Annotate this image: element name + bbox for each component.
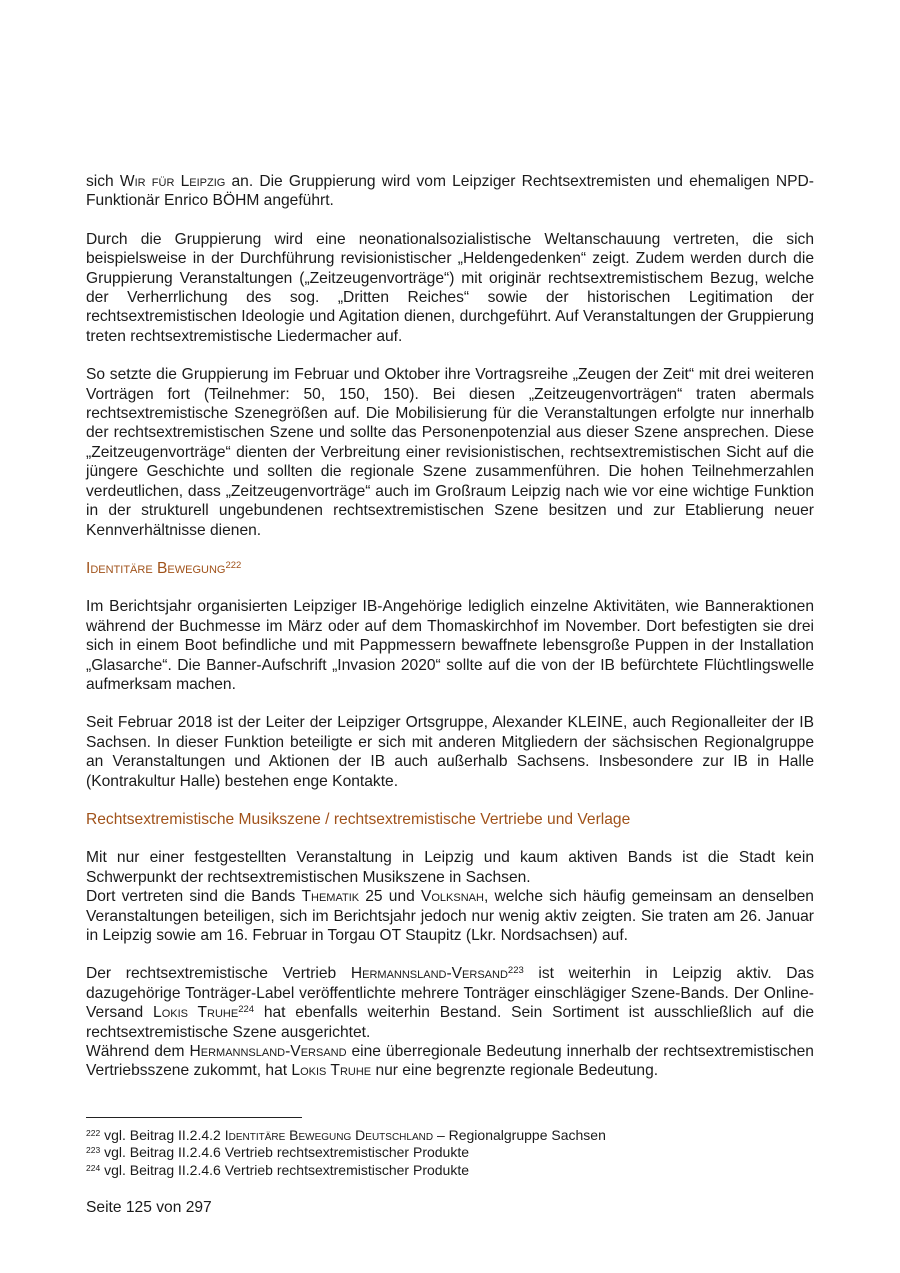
group-name: Wir für Leipzig <box>119 173 226 190</box>
footnote: $^{222}$ vgl. Beitrag II.2.4.2 Identitäre Bewegung Deutschland – Regionalgruppe Sachsen <box>86 1127 606 1143</box>
footnote: $^{223}$ vgl. Beitrag II.2.4.6 Vertrieb rechtsextremistischer Produkte <box>86 1144 470 1161</box>
band-name: Thematik 25 <box>301 888 383 906</box>
paragraph-ib-sachsen: Seit Februar 2018 ist der Leiter der Leipziger Ortsgruppe, Alexander KLEINE, auch Regionalleiter der IB Sachsen. In dieser Funktion beteiligte er sich mit anderen Mitgliedern der sächsischen Regionalgruppe an Veranstaltungen und Aktionen der IB auch außerhalb Sachsens. Insbesondere zur IB in Halle (Kontrakultur Halle) bestehen enge Kontakte. <box>86 714 814 790</box>
paragraph-vertrieb: Der rechtsextremistische Vertrieb Hermannsland-Versand$^{223}$ ist weiterhin in Leipzig aktiv. Das dazugehörige Tonträger-Label veröffentlichte mehrere Tonträger einschlägiger Szene-Bands. Der Online-Versand Lokis Truhe$^{224}$ hat ebenfalls weiterhin Bestand. Sein Sortiment ist ausschließlich auf die rechtsextremistische Szene ausgerichtet. <box>86 965 815 1041</box>
document-body <box>86 172 814 1100</box>
footnote: $^{224}$ vgl. Beitrag II.2.4.6 Vertrieb rechtsextremistischer Produkte <box>86 1161 470 1178</box>
paragraph-wir-fuer-leipzig: sich Wir für Leipzig an. Die Gruppierung wird vom Leipziger Rechtsextremisten und ehemaligen NPD-Funktionär Enrico BÖHM angeführt. <box>86 173 814 210</box>
page-number: Seite 125 von 297 <box>86 1199 212 1216</box>
vendor-name: Hermannsland-Versand <box>350 965 508 983</box>
section-heading-musikszene: Rechtsextremistische Musikszene / rechtsextremistische Vertriebe und Verlage <box>86 810 631 828</box>
paragraph-zeugen-der-zeit: So setzte die Gruppierung im Februar und Oktober ihre Vortragsreihe „Zeugen der Zeit“ mit drei weiteren Vorträgen fort (Teilnehmer: 50, 150, 150). Bei diesen „Zeitzeugenvorträgen“ traten abermals rechtsextremistische Szenegrößen auf. Die Mobilisierung für die Veranstaltungen erfolgte nur innerhalb der rechtsextremistischen Szene und sollte das Personenpotenzial aus dieser Szene ansprechen. Diese „Zeitzeugenvorträge“ dienten der Verbreitung einer revisionistischen, rechtsextremistischen Sicht auf die jüngere Geschichte und sollten die regionale Szene zusammenführen. Die hohen Teilnehmerzahlen verdeutlichen, dass „Zeitzeugenvorträge“ auch im Großraum Leipzig nach wie vor eine wichtige Funktion in der strukturell ungebundenen rechtsextremistischen Szene besitzen und zur Etablierung neuer Kennverhältnisse dienen. <box>86 366 814 539</box>
footnote-divider <box>86 1117 302 1118</box>
paragraph-musikszene: Mit nur einer festgestellten Veranstaltung in Leipzig und kaum aktiven Bands ist die Stadt kein Schwerpunkt der rechtsextremistischen Musikszene in Sachsen. <box>86 849 814 886</box>
footnotes <box>86 1117 814 1179</box>
vendor-name: Lokis Truhe <box>291 1062 372 1080</box>
band-name: Volksnah <box>420 888 484 906</box>
paragraph-weltanschauung: Durch die Gruppierung wird eine neonationalsozialistische Weltanschauung vertreten, die sich beispielsweise in der Durchführung revisionistischer „Heldengedenken“ zeigt. Zudem werden durch die Gruppierung Veranstaltungen („Zeitzeugenvorträge“) mit originär rechtsextremistischem Bezug, welche der Verherrlichung des sog. „Dritten Reiches“ sowie der historischen Legitimation der rechtsextremistischen Ideologie und Agitation dienen, durchgeführt. Auf Veranstaltungen der Gruppierung treten rechtsextremistische Liedermacher auf. <box>86 230 814 345</box>
paragraph-bedeutung: Während dem Hermannsland-Versand eine überregionale Bedeutung innerhalb der rechtsextremistischen Vertriebsszene zukommt, hat Lokis Truhe nur eine begrenzte regionale Bedeutung. <box>86 1043 814 1080</box>
paragraph-bands: Dort vertreten sind die Bands Thematik 25 und Volksnah, welche sich häufig gemeinsam an denselben Veranstaltungen beteiligen, sich im Berichtsjahr jedoch nur wenig aktiv zeigten. Sie traten am 26. Januar in Leipzig sowie am 16. Februar in Torgau OT Staupitz (Lkr. Nordsachsen) auf. <box>86 888 814 944</box>
footnote-ref: 222 <box>225 559 242 571</box>
vendor-name: Lokis Truhe <box>153 1004 239 1022</box>
footnote-ref: 223 <box>507 965 524 977</box>
paragraph-ib-aktivitaeten: Im Berichtsjahr organisierten Leipziger IB-Angehörige lediglich einzelne Aktivitäten, wie Banneraktionen während der Buchmesse im März oder auf dem Thomaskirchhof im November. Dort befestigten sie drei sich in einem Boot befindliche und mit Pappmessern bewaffnete lebensgroße Puppen in der Installation „Glasarche“. Die Banner-Aufschrift „Invasion 2020“ sollte auf die von der IB befürchtete Flüchtlingswelle aufmerksam machen. <box>86 598 814 693</box>
section-heading-identitaere-bewegung: Identitäre Bewegung$^{222}$ <box>86 559 242 577</box>
footnote-ref: 224 <box>238 1004 255 1016</box>
vendor-name: Hermannsland-Versand <box>189 1043 347 1061</box>
